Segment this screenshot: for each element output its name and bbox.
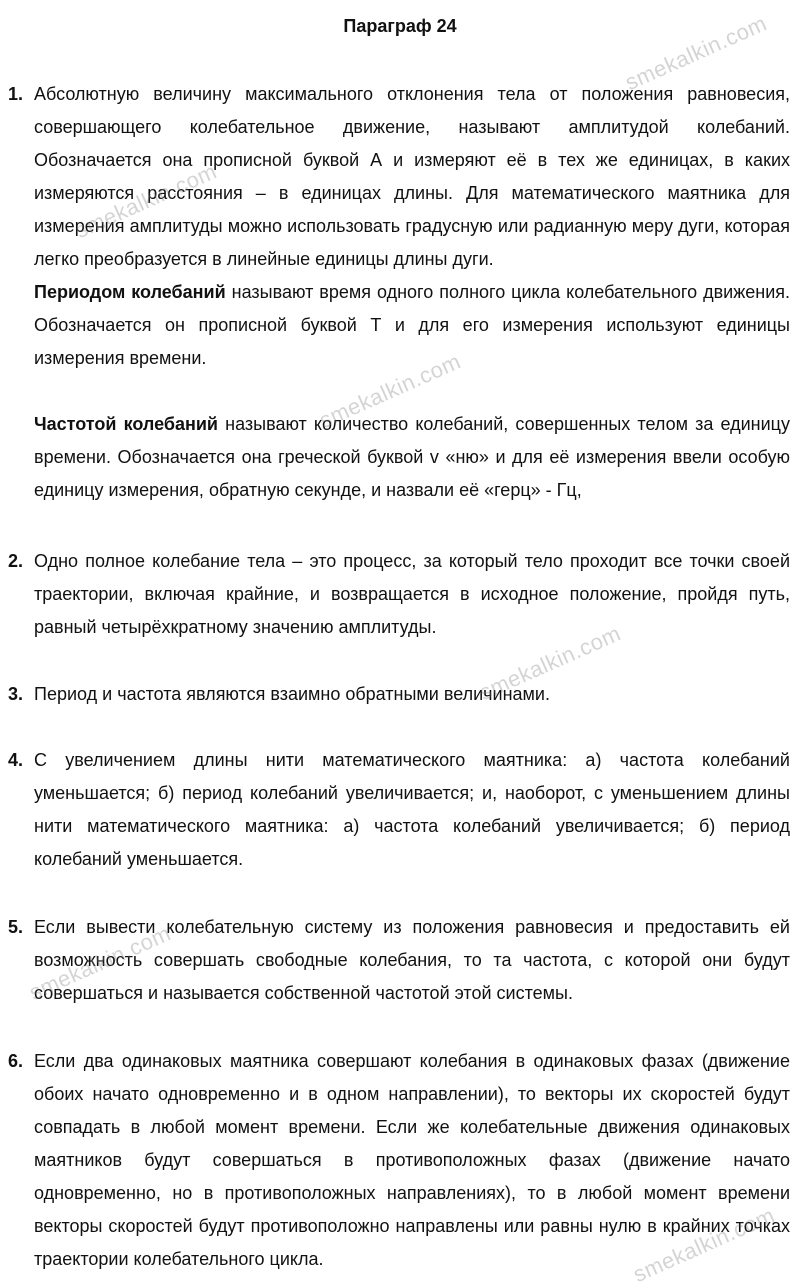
term-frequency: Частотой колебаний: [34, 414, 218, 434]
item-paragraph: Если вывести колебательную систему из положения равновесия и предоставить ей возможность совершать свободные колебания, то та частота, с которой они будут совершаться и называется собственной частотой этой системы.: [34, 917, 790, 1003]
list-item-2: [8, 545, 790, 644]
list-item-3: [8, 678, 790, 711]
watermark: smekalkin.com: [25, 920, 175, 1006]
item-paragraph: Если два одинаковых маятника совершают колебания в одинаковых фазах (движение обоих начато одновременно и в одном направлении), то векторы их скоростей будут совпадать в любой момент времени. Если же колебательные движения одинаковых маятников будут совершаться в противоположных фазах (движение начато одновременно, но в противоположных направлениях), то в любой момент времени векторы скоростей будут противоположно направлены или равны нулю в крайних точках траектории колебательного цикла.: [34, 1051, 790, 1269]
item-number: 2.: [8, 551, 24, 571]
list-item-4: [8, 744, 790, 876]
item-number: 5.: [8, 917, 24, 937]
item-number: 6.: [8, 1051, 24, 1071]
list-item-5: [8, 911, 790, 1010]
item-paragraph: С увеличением длины нити математического маятника: а) частота колебаний уменьшается; б) период колебаний увеличивается; и, наоборот, с уменьшением длины нити математического маятника: а) частота колебаний увеличивается; б) период колебаний уменьшается.: [34, 750, 790, 869]
term-frequency-definition: называют количество колебаний, совершенных телом за единицу времени. Обозначается она греческой буквой v «ню» и для её измерения ввели особую единицу измерения, обратную секунде, и назвали её «герц» - Гц,: [34, 414, 790, 500]
watermark: smekalkin.com: [315, 348, 465, 434]
watermark: smekalkin.com: [621, 10, 771, 96]
item-paragraph: Период и частота являются взаимно обратными величинами.: [34, 684, 550, 704]
item-number: 3.: [8, 684, 24, 704]
watermark: smekalkin.com: [475, 620, 625, 706]
term-period-definition: называют время одного полного цикла колебательного движения. Обозначается он прописной буквой Т и для его измерения используют единицы измерения времени.: [34, 282, 790, 368]
page-title: Параграф 24: [343, 16, 457, 36]
list-item-1: [8, 78, 790, 507]
item-paragraph: Абсолютную величину максимального отклонения тела от положения равновесия, совершающего колебательное движение, называют амплитудой колебаний. Обозначается она прописной буквой А и измеряют её в тех же единицах, в каких измеряются расстояния – в единицах длины. Для математического маятника для измерения амплитуды можно использовать градусную или радианную меру дуги, которая легко преобразуется в линейные единицы длины дуги.: [34, 84, 790, 269]
item-paragraph-period: [34, 276, 790, 375]
item-paragraph: Одно полное колебание тела – это процесс, за который тело проходит все точки своей траектории, включая крайние, и возвращается в исходное положение, пройдя путь, равный четырёхкратному значению амплитуды.: [34, 551, 790, 637]
term-period: Периодом колебаний: [34, 282, 226, 302]
list-item-6: [8, 1045, 790, 1276]
watermark: smekalkin.com: [71, 158, 221, 244]
item-number: 4.: [8, 750, 24, 770]
item-paragraph-frequency: [34, 408, 790, 507]
watermark: smekalkin.com: [629, 1202, 779, 1288]
item-number: 1.: [8, 84, 24, 104]
